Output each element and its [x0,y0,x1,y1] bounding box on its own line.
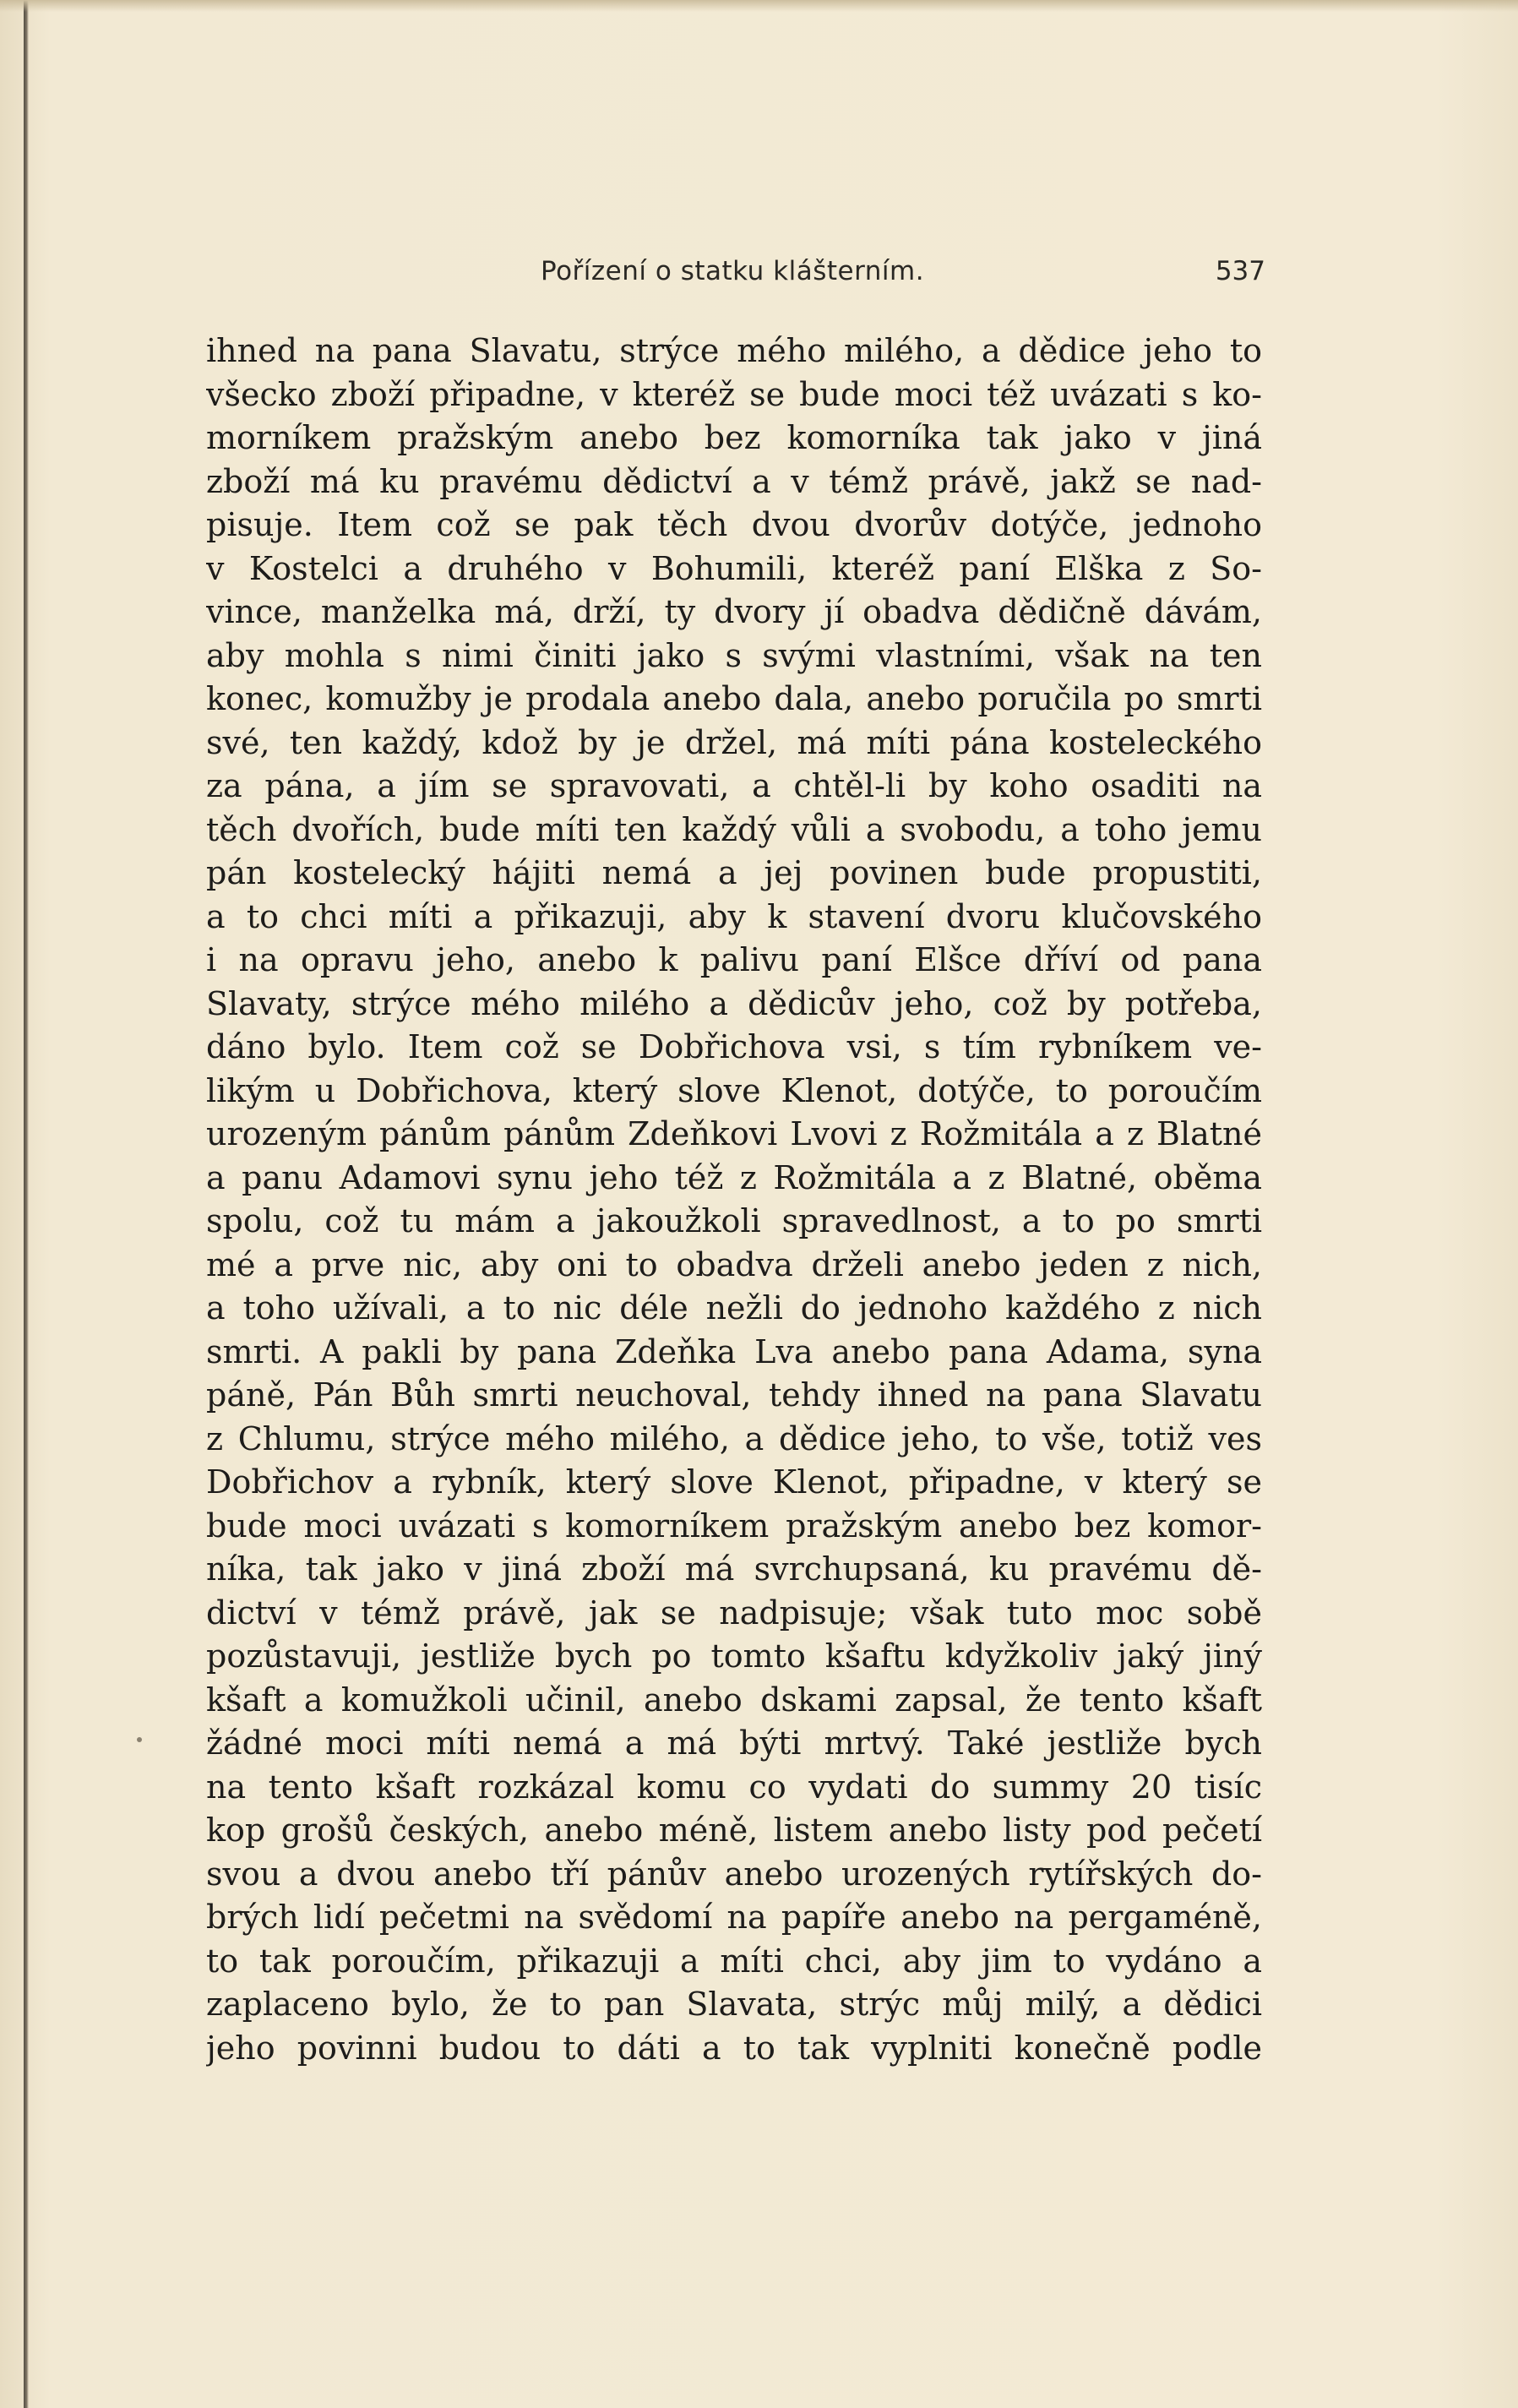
text-line: jeho povinni budou to dáti a to tak vyplniti konečně podle [206,2029,1262,2067]
text-line: Dobřichov a rybník, který slove Klenot, připadne, v který se [206,1463,1262,1501]
text-line: za pána, a jím se spravovati, a chtěl-li by koho osaditi na [206,767,1262,804]
text-line: to tak poroučím, přikazuji a míti chci, aby jim to vydáno a [206,1942,1262,1980]
page-header [541,256,1265,293]
text-line: kop grošů českých, anebo méně, listem anebo listy pod pečetí [206,1811,1262,1849]
text-line: a to chci míti a přikazuji, aby k stavení dvoru klučovského [206,897,1262,935]
text-line: a toho užívali, a to nic déle nežli do jednoho každého z nich [206,1289,1262,1327]
text-line: a panu Adamovi synu jeho též z Rožmitála a z Blatné, oběma [206,1158,1262,1196]
text-line: všecko zboží připadne, v kteréž se bude moci též uvázati s ko- [206,375,1262,413]
text-line: morníkem pražským anebo bez komorníka tak jako v jiná [206,419,1262,456]
text-line: z Chlumu, strýce mého milého, a dědice jeho, to vše, totiž ves [206,1419,1262,1457]
binding-edge [24,0,29,2408]
text-line: žádné moci míti nemá a má býti mrtvý. Také jestliže bych [206,1724,1262,1762]
text-line: pisuje. Item což se pak těch dvou dvorův dotýče, jednoho [206,506,1262,543]
text-line: zboží má ku pravému dědictví a v témž právě, jakž se nad- [206,462,1262,500]
text-line: v Kostelci a druhého v Bohumili, kteréž paní Elška z So- [206,549,1262,587]
paper-speck [137,1737,142,1742]
text-line: urozeným pánům pánům Zdeňkovi Lvovi z Rožmitála a z Blatné [206,1115,1262,1152]
text-line: konec, komužby je prodala anebo dala, anebo poručila po smrti [206,680,1262,717]
page-number: 537 [1215,256,1265,286]
text-line: i na opravu jeho, anebo k palivu paní Elšce dříví od pana [206,941,1262,978]
text-line: páně, Pán Bůh smrti neuchoval, tehdy ihned na pana Slavatu [206,1376,1262,1414]
page-top-edge [0,0,1518,12]
text-line: mé a prve nic, aby oni to obadva drželi anebo jeden z nich, [206,1245,1262,1283]
text-line: dáno bylo. Item což se Dobřichova vsi, s tím rybníkem ve- [206,1028,1262,1065]
text-line: pozůstavuji, jestliže bych po tomto kšaftu kdyžkoliv jaký jiný [206,1637,1262,1675]
text-line: svou a dvou anebo tří pánův anebo urozených rytířských do- [206,1855,1262,1893]
text-line: níka, tak jako v jiná zboží má svrchupsaná, ku pravému dě- [206,1550,1262,1588]
body-text [206,330,1262,2070]
text-line: zaplaceno bylo, že to pan Slavata, strýc můj milý, a dědici [206,1986,1262,2023]
text-line: pán kostelecký hájiti nemá a jej povinen bude propustiti, [206,854,1262,891]
text-line: brých lidí pečetmi na svědomí na papíře anebo na pergaméně, [206,1899,1262,1936]
text-line: na tento kšaft rozkázal komu co vydati do summy 20 tisíc [206,1768,1262,1806]
text-line: likým u Dobřichova, který slove Klenot, dotýče, to poroučím [206,1071,1262,1109]
text-line: dictví v témž právě, jak se nadpisuje; však tuto moc sobě [206,1594,1262,1632]
running-head: Pořízení o statku klášterním. [541,256,925,286]
text-line: bude moci uvázati s komorníkem pražským anebo bez komor- [206,1506,1262,1544]
text-line: aby mohla s nimi činiti jako s svými vlastními, však na ten [206,636,1262,674]
text-line: spolu, což tu mám a jakoužkoli spravedlnost, a to po smrti [206,1202,1262,1239]
text-line: ihned na pana Slavatu, strýce mého milého, a dědice jeho to [206,332,1262,369]
text-line: kšaft a komužkoli učinil, anebo dskami zapsal, že tento kšaft [206,1681,1262,1719]
text-line: smrti. A pakli by pana Zdeňka Lva anebo pana Adama, syna [206,1332,1262,1370]
text-line: Slavaty, strýce mého milého a dědicův jeho, což by potřeba, [206,984,1262,1022]
text-line: své, ten každý, kdož by je držel, má míti pána kosteleckého [206,723,1262,761]
text-line: vince, manželka má, drží, ty dvory jí obadva dědičně dávám, [206,593,1262,630]
text-line: těch dvořích, bude míti ten každý vůli a svobodu, a toho jemu [206,810,1262,848]
